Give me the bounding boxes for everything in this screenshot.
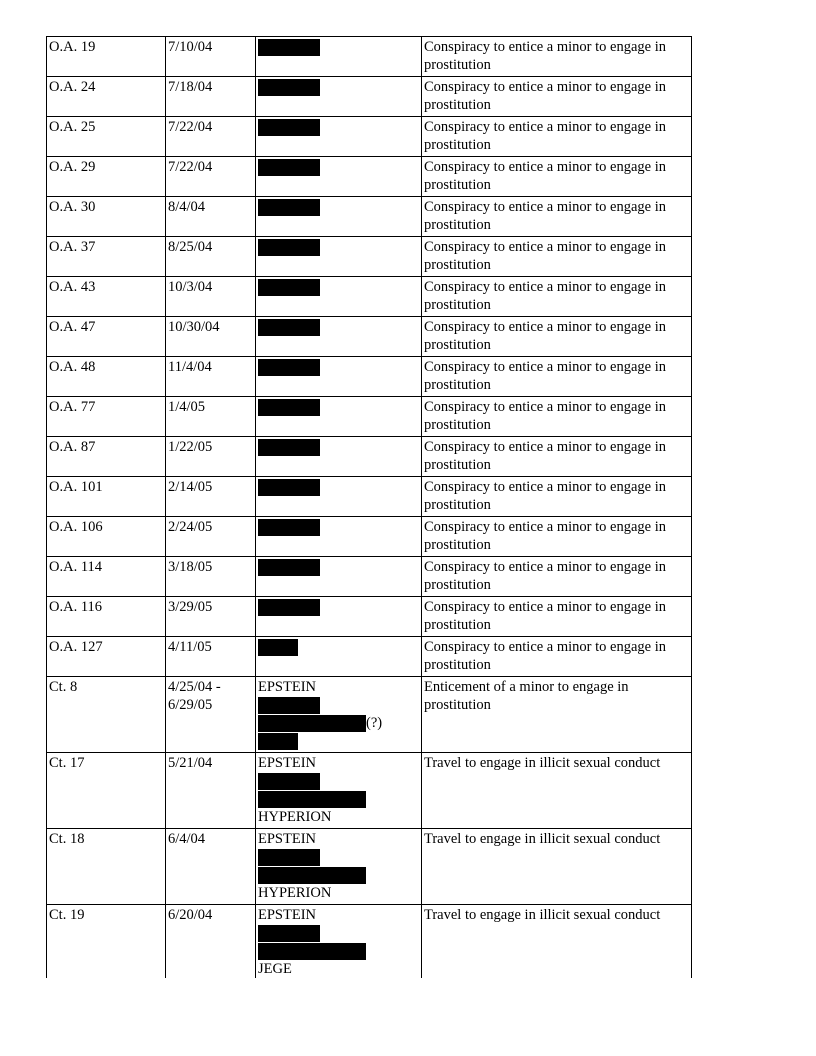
redaction-bar [258,199,320,216]
overt-act-id: O.A. 37 [47,237,166,277]
charge-cell: Conspiracy to entice a minor to engage in prostitution [422,317,692,357]
charge-cell: Conspiracy to entice a minor to engage in prostitution [422,597,692,637]
redacted-cell [256,477,422,517]
redacted-cell [256,157,422,197]
redaction-bar [258,119,320,136]
table-row [47,357,692,397]
table-row [47,557,692,597]
table-row [47,677,692,753]
redacted-cell [256,637,422,677]
count-id: Ct. 18 [47,829,166,905]
defendant-name: EPSTEIN [258,831,316,847]
charge-cell: Conspiracy to entice a minor to engage in prostitution [422,277,692,317]
redacted-cell [256,317,422,357]
date-cell: 7/18/04 [166,77,256,117]
date-cell: 7/22/04 [166,157,256,197]
date-cell: 1/22/05 [166,437,256,477]
overt-act-id: O.A. 114 [47,557,166,597]
parties-cell [256,677,422,753]
charge-cell: Conspiracy to entice a minor to engage in prostitution [422,557,692,597]
date-cell: 5/21/04 [166,753,256,829]
charge-cell: Conspiracy to entice a minor to engage in prostitution [422,397,692,437]
table-row [47,517,692,557]
date-cell: 3/29/05 [166,597,256,637]
redaction-bar [258,359,320,376]
date-cell: 1/4/05 [166,397,256,437]
redaction-bar [258,39,320,56]
charge-cell: Conspiracy to entice a minor to engage in prostitution [422,77,692,117]
date-cell: 8/4/04 [166,197,256,237]
charge-cell: Conspiracy to entice a minor to engage in prostitution [422,517,692,557]
table-row [47,197,692,237]
defendant-name: EPSTEIN [258,907,316,923]
overt-act-id: O.A. 43 [47,277,166,317]
charge-cell: Conspiracy to entice a minor to engage in prostitution [422,237,692,277]
charge-cell: Travel to engage in illicit sexual conduct [422,829,692,905]
count-id: Ct. 17 [47,753,166,829]
date-cell: 6/4/04 [166,829,256,905]
date-cell: 4/11/05 [166,637,256,677]
redacted-cell [256,277,422,317]
redaction-bar [258,239,320,256]
date-cell: 7/22/04 [166,117,256,157]
charge-cell: Conspiracy to entice a minor to engage in prostitution [422,637,692,677]
redaction-bar [258,791,366,808]
table-row [47,477,692,517]
redacted-cell [256,37,422,77]
redaction-bar [258,943,366,960]
date-cell: 4/25/04 - 6/29/05 [166,677,256,753]
charge-cell: Conspiracy to entice a minor to engage in prostitution [422,197,692,237]
overt-act-id: O.A. 19 [47,37,166,77]
redacted-cell [256,197,422,237]
table-row [47,753,692,829]
table-row [47,157,692,197]
location-name: JEGE [258,961,292,977]
redacted-cell [256,237,422,277]
table-row [47,437,692,477]
redaction-bar [258,479,320,496]
redaction-bar [258,697,320,714]
redacted-cell [256,557,422,597]
redaction-bar [258,599,320,616]
overt-act-id: O.A. 25 [47,117,166,157]
parties-cell [256,905,422,979]
uncertainty-note: (?) [366,715,383,731]
table-row [47,117,692,157]
overt-act-id: O.A. 47 [47,317,166,357]
redaction-bar [258,519,320,536]
charge-cell: Conspiracy to entice a minor to engage in prostitution [422,357,692,397]
overt-act-id: O.A. 116 [47,597,166,637]
date-cell: 10/30/04 [166,317,256,357]
location-name: HYPERION [258,885,332,901]
table-row [47,637,692,677]
count-id: Ct. 19 [47,905,166,979]
redaction-bar [258,773,320,790]
count-id: Ct. 8 [47,677,166,753]
date-cell: 7/10/04 [166,37,256,77]
overt-act-id: O.A. 77 [47,397,166,437]
charge-cell: Conspiracy to entice a minor to engage in prostitution [422,477,692,517]
overt-act-id: O.A. 106 [47,517,166,557]
charge-cell: Travel to engage in illicit sexual conduct [422,905,692,979]
date-cell: 10/3/04 [166,277,256,317]
parties-cell [256,829,422,905]
charge-cell: Enticement of a minor to engage in prostitution [422,677,692,753]
date-cell: 3/18/05 [166,557,256,597]
charges-table [46,36,692,978]
overt-act-id: O.A. 87 [47,437,166,477]
redaction-bar [258,639,298,656]
redaction-bar [258,279,320,296]
redaction-bar [258,559,320,576]
redaction-bar [258,867,366,884]
charge-cell: Conspiracy to entice a minor to engage in prostitution [422,437,692,477]
table-row [47,905,692,979]
table-row [47,37,692,77]
parties-cell [256,753,422,829]
date-cell: 11/4/04 [166,357,256,397]
defendant-name: EPSTEIN [258,755,316,771]
table-row [47,597,692,637]
charge-cell: Conspiracy to entice a minor to engage in prostitution [422,37,692,77]
redaction-bar [258,733,298,750]
overt-act-id: O.A. 48 [47,357,166,397]
redacted-cell [256,77,422,117]
date-cell: 2/24/05 [166,517,256,557]
redacted-cell [256,597,422,637]
table-row [47,277,692,317]
table-row [47,829,692,905]
table-row [47,397,692,437]
overt-act-id: O.A. 101 [47,477,166,517]
redacted-cell [256,517,422,557]
charge-cell: Conspiracy to entice a minor to engage in prostitution [422,117,692,157]
redaction-bar [258,319,320,336]
redacted-cell [256,357,422,397]
redaction-bar [258,399,320,416]
redacted-cell [256,397,422,437]
defendant-name: EPSTEIN [258,679,316,695]
charge-cell: Conspiracy to entice a minor to engage in prostitution [422,157,692,197]
date-cell: 8/25/04 [166,237,256,277]
table-row [47,237,692,277]
redacted-cell [256,437,422,477]
redaction-bar [258,715,366,732]
redaction-bar [258,925,320,942]
date-cell: 2/14/05 [166,477,256,517]
table-row [47,317,692,357]
overt-act-id: O.A. 29 [47,157,166,197]
redacted-cell [256,117,422,157]
redaction-bar [258,159,320,176]
location-name: HYPERION [258,809,332,825]
redaction-bar [258,849,320,866]
redaction-bar [258,439,320,456]
charge-cell: Travel to engage in illicit sexual conduct [422,753,692,829]
overt-act-id: O.A. 30 [47,197,166,237]
overt-act-id: O.A. 127 [47,637,166,677]
overt-act-id: O.A. 24 [47,77,166,117]
date-cell: 6/20/04 [166,905,256,979]
redaction-bar [258,79,320,96]
table-row [47,77,692,117]
